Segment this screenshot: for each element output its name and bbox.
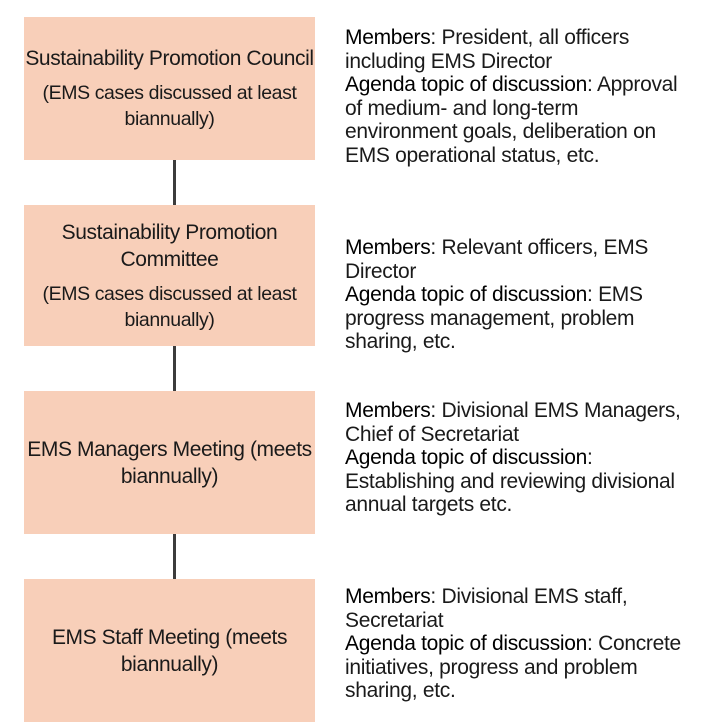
connector-line <box>173 160 176 205</box>
agenda-text: : Establishing and reviewing divisional annual targets etc. <box>345 446 675 516</box>
ems-staff-meeting-box <box>24 579 315 722</box>
agenda-line <box>345 73 695 167</box>
agenda-text: : EMS progress management, problem sharing, etc. <box>345 283 643 353</box>
committee-note: (EMS cases discussed at least biannually) <box>42 282 297 331</box>
members-label: Members <box>345 26 431 49</box>
members-text: : Relevant officers, EMS Director <box>345 236 649 283</box>
sustainability-promotion-committee-box <box>24 205 315 346</box>
agenda-text: : Approval of medium- and long-term environment goals, deliberation on EMS operational status, etc. <box>345 73 678 167</box>
members-text: : Divisional EMS staff, Secretariat <box>345 585 628 632</box>
members-line <box>345 399 695 446</box>
council-description <box>345 26 695 167</box>
members-label: Members <box>345 399 431 422</box>
committee-description <box>345 236 695 354</box>
members-line <box>345 26 695 73</box>
agenda-line <box>345 632 695 703</box>
agenda-label: Agenda topic of discussion <box>345 632 588 655</box>
members-line <box>345 585 695 632</box>
staff-meeting-title: EMS Staff Meeting (meets biannually) <box>51 625 288 676</box>
members-label: Members <box>345 236 431 259</box>
agenda-text: : Concrete initiatives, progress and problem sharing, etc. <box>345 632 681 702</box>
managers-meeting-description <box>345 399 695 517</box>
agenda-line <box>345 446 695 517</box>
members-text: : President, all officers including EMS Director <box>345 26 630 73</box>
agenda-line <box>345 283 695 354</box>
ems-managers-meeting-box <box>24 391 315 534</box>
managers-meeting-title: EMS Managers Meeting (meets biannually) <box>27 437 312 488</box>
agenda-label: Agenda topic of discussion <box>345 283 588 306</box>
staff-meeting-description <box>345 585 695 703</box>
council-title: Sustainability Promotion Council <box>25 47 314 70</box>
members-label: Members <box>345 585 431 608</box>
council-note: (EMS cases discussed at least biannually) <box>42 82 297 130</box>
agenda-label: Agenda topic of discussion <box>345 73 588 96</box>
connector-line <box>173 534 176 579</box>
members-text: : Divisional EMS Managers, Chief of Secretariat <box>345 399 681 446</box>
members-line <box>345 236 695 283</box>
connector-line <box>173 346 176 391</box>
committee-title: Sustainability Promotion Committee <box>61 220 278 271</box>
agenda-label: Agenda topic of discussion <box>345 446 588 469</box>
sustainability-promotion-council-box <box>24 17 315 160</box>
